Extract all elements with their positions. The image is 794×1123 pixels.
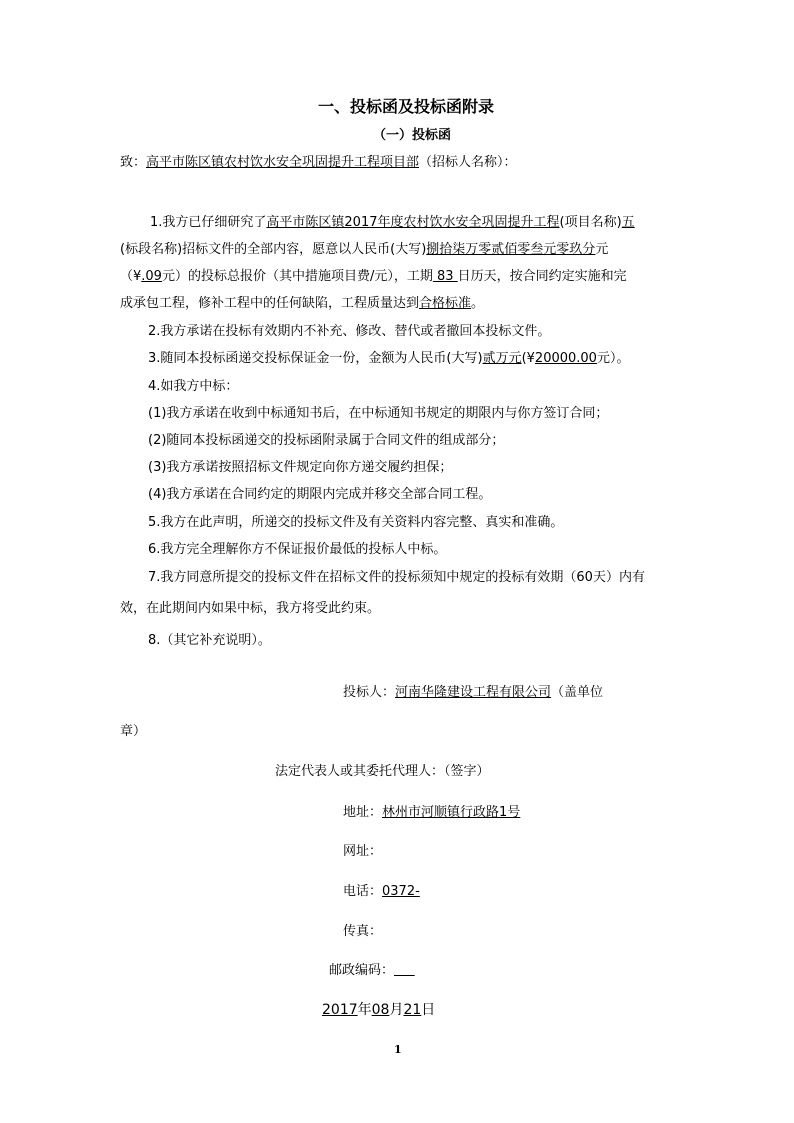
doc-subtitle: （一）投标函: [373, 128, 452, 143]
clause-3: [148, 350, 629, 368]
postcode-value: [394, 963, 415, 978]
clause-1-text: 元: [595, 242, 609, 257]
date-month: 08: [371, 1002, 390, 1018]
addressee-line: [120, 154, 517, 172]
clause-7-line-1: 7.我方同意所提交的投标文件在招标文件的投标须知中规定的投标有效期（60天）内有: [148, 570, 645, 585]
date-day: 21: [403, 1002, 422, 1018]
clause-5: 5.我方在此声明，所递交的投标文件及有关资料内容完整、真实和准确。: [148, 515, 564, 530]
date-year: 2017: [322, 1002, 358, 1018]
doc-title: 一、投标函及投标函附录: [318, 97, 495, 116]
bidder-suffix: （盖单位: [551, 685, 604, 700]
page-number: 1: [394, 1043, 402, 1056]
date-day-unit: 日: [421, 1002, 436, 1018]
date-month-unit: 月: [389, 1002, 404, 1018]
bidder-label: 投标人：: [343, 685, 396, 700]
legal-representative-line: 法定代表人或其委托代理人：（签字）: [275, 764, 490, 779]
quality-standard: 合格标准: [419, 296, 472, 311]
bid-bond-words: 贰万元: [482, 351, 522, 366]
clause-8: 8.（其它补充说明）。: [148, 633, 271, 648]
website-label: 网址：: [343, 844, 383, 859]
clause-3-text: 元）。: [596, 351, 630, 366]
clause-1-line-3: [120, 268, 627, 286]
bid-amount-words: 捌拾柒万零贰佰零叁元零玖分: [426, 242, 596, 257]
addressee-suffix: （招标人名称）：: [419, 155, 517, 170]
clause-1-line-4: [120, 295, 484, 313]
clause-1-line-2: [120, 241, 608, 259]
clause-4-3: (3)我方承诺按照招标文件规定向你方递交履约担保；: [148, 460, 453, 475]
clause-2: 2.我方承诺在投标有效期内不补充、修改、替代或者撤回本投标文件。: [148, 324, 551, 339]
section-name: 五: [621, 215, 635, 230]
addressee-name: 高平市陈区镇农村饮水安全巩固提升工程项目部: [146, 155, 420, 170]
phone-line: [343, 883, 420, 901]
website-line: [343, 843, 382, 861]
addressee-prefix: 致：: [120, 155, 147, 170]
address-value: 林州市河顺镇行政路1号: [382, 805, 521, 820]
clause-1-text: （¥: [120, 269, 142, 284]
postcode-line: [329, 962, 415, 980]
clause-4-2: (2)随同本投标函递交的投标函附录属于合同文件的组成部分；: [148, 433, 505, 448]
clause-1-text: 1.我方已仔细研究了: [150, 215, 267, 230]
clause-7-line-2: 效，在此期间内如果中标，我方将受此约束。: [120, 601, 381, 616]
address-line: [343, 804, 520, 822]
phone-value: 0372-: [382, 884, 420, 899]
clause-1-text: 元）的投标总报价（其中措施项目费/元），工期: [161, 269, 433, 284]
clause-1-text: 日历天，按合同约定实施和完: [457, 269, 627, 284]
address-label: 地址：: [343, 805, 383, 820]
clause-3-text: 3.随同本投标函递交投标保证金一份，金额为人民币(大写): [148, 351, 483, 366]
clause-6: 6.我方完全理解你方不保证报价最低的投标人中标。: [148, 542, 447, 557]
clause-1-text: 成承包工程，修补工程中的任何缺陷，工程质量达到: [120, 296, 420, 311]
clause-3-text: (¥: [521, 351, 535, 366]
clause-1-line-1: [150, 214, 635, 232]
clause-4-1: (1)我方承诺在收到中标通知书后，在中标通知书规定的期限内与你方签订合同；: [148, 406, 609, 421]
bid-bond-number: 20000.00: [534, 351, 597, 366]
clause-4-4: (4)我方承诺在合同约定的期限内完成并移交全部合同工程。: [148, 487, 492, 502]
clause-1-text: (标段名称)招标文件的全部内容，愿意以人民币(大写): [120, 242, 427, 257]
phone-label: 电话：: [343, 884, 383, 899]
bidder-line: [343, 684, 603, 702]
clause-1-text: (项目名称): [559, 215, 622, 230]
clause-4: 4.如我方中标：: [148, 379, 239, 394]
postcode-label: 邮政编码：: [329, 963, 395, 978]
date-line: [322, 1001, 435, 1019]
fax-line: [343, 923, 382, 941]
project-name: 高平市陈区镇2017年度农村饮水安全巩固提升工程: [266, 215, 560, 230]
date-year-unit: 年: [357, 1002, 372, 1018]
bid-amount-number: .09: [141, 269, 162, 284]
bidder-name: 河南华隆建设工程有限公司: [395, 685, 552, 700]
clause-1-text: 。: [471, 296, 485, 311]
construction-period: 83: [432, 269, 458, 284]
fax-label: 传真：: [343, 924, 383, 939]
bidder-seal-continued: 章）: [120, 724, 147, 739]
